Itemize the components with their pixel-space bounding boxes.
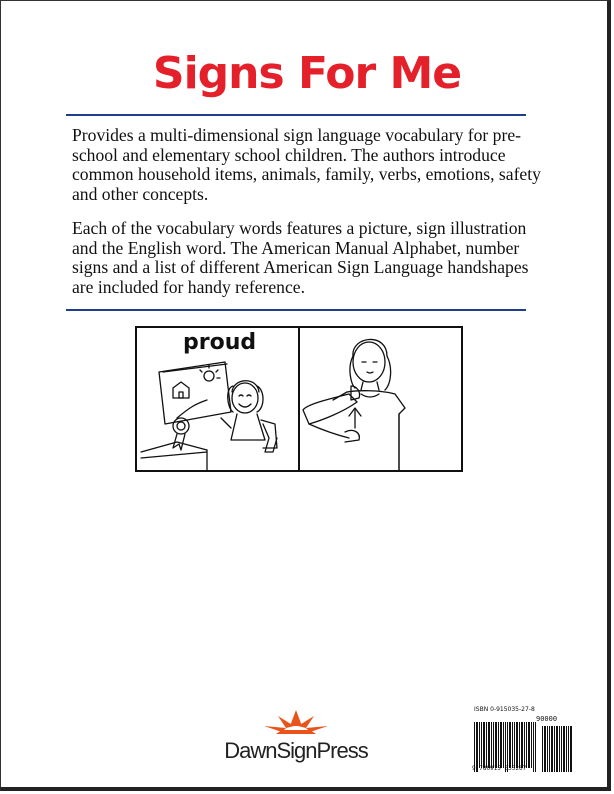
publisher-name: DawnSignPress [224,738,368,763]
bottom-divider-line [66,309,526,311]
girl-with-drawing-picture [141,362,277,470]
sign-word-label: proud [183,330,257,355]
isbn-barcode [462,706,582,776]
addon-code: 90000 [536,715,558,723]
person-signing-drawing [303,339,405,470]
isbn-label: ISBN 0-915035-27-8 [474,706,535,713]
publisher-logo [206,704,386,774]
description-paragraph-1: Provides a multi-dimensional sign language vocabulary for pre-school and elementary school children. The authors introduce common household items, animals, family, verbs, emotions, safety and other concepts. [72,125,541,204]
illustration-drawing [137,328,461,470]
sign-illustration-panel [135,326,463,472]
book-title: Signs For Me [152,48,462,99]
description-paragraph-2: Each of the vocabulary words features a picture, sign illustration and the English word. The American Manual Alphabet, number signs and a list of different American Sign Language handshapes are included for handy reference. [72,218,529,297]
barcode-digits: 9 780915 035267 [472,765,527,772]
sun-logo-icon [206,704,386,740]
top-divider-line [66,114,526,116]
